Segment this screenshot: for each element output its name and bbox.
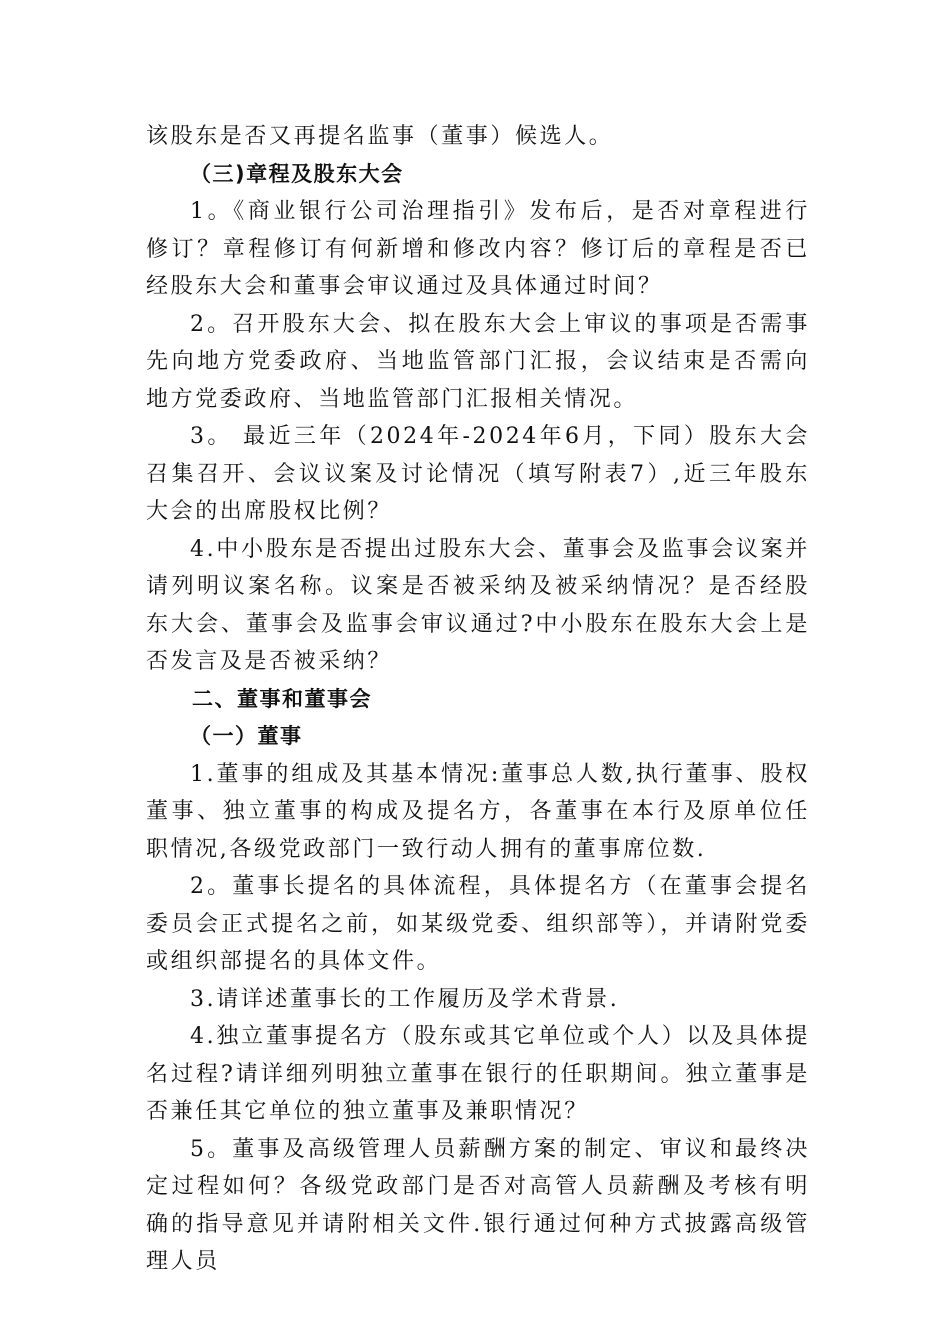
paragraph-item-chairman-nomination: 2。董事长提名的具体流程，具体提名方（在董事会提名委员会正式提名之前，如某级党委、组织部等），并请附党委或组织部提名的具体文件。	[146, 874, 810, 974]
section-heading-directors: （一）董事	[190, 724, 303, 748]
paragraph-item-minority-shareholders: 4.中小股东是否提出过股东大会、董事会及监事会议案并请列明议案名称。议案是否被采纳及被采纳情况？是否经股东大会、董事会及监事会审议通过?中小股东在股东大会上是否发言及是否被采纳？	[146, 536, 810, 674]
paragraph-continuation: 该股东是否又再提名监事（董事）候选人。	[146, 124, 614, 149]
paragraph-item-meeting-history: 3。 最近三年（2024年-2024年6月，下同）股东大会召集召开、会议议案及讨论情况（填写附表7）,近三年股东大会的出席股权比例？	[146, 424, 810, 524]
document-page	[0, 118, 950, 1281]
paragraph-item-compensation: 5。董事及高级管理人员薪酬方案的制定、审议和最终决定过程如何？各级党政部门是否对高管人员薪酬及考核有明确的指导意见并请附相关文件.银行通过何种方式披露高级管理人员	[146, 1136, 810, 1274]
paragraph-item-board-composition: 1.董事的组成及其基本情况:董事总人数,执行董事、股权董事、独立董事的构成及提名方，各董事在本行及原单位任职情况,各级党政部门一致行动人拥有的董事席位数.	[146, 761, 810, 862]
paragraph-item-meeting-reporting: 2。召开股东大会、拟在股东大会上审议的事项是否需事先向地方党委政府、当地监管部门汇报，会议结束是否需向地方党委政府、当地监管部门汇报相关情况。	[146, 311, 810, 412]
chapter-heading-directors-and-board: 二、董事和董事会	[192, 686, 372, 711]
paragraph-item-chairman-background: 3.请详述董事长的工作履历及学术背景.	[190, 986, 620, 1012]
paragraph-item-independent-directors: 4.独立董事提名方（股东或其它单位或个人）以及具体提名过程?请详细列明独立董事在银行的任职期间。独立董事是否兼任其它单位的独立董事及兼职情况？	[146, 1024, 810, 1124]
section-heading-articles-and-shareholders-meeting: （三)章程及股东大会	[190, 161, 404, 186]
paragraph-item-articles-revision: 1。《商业银行公司治理指引》发布后，是否对章程进行修订？章程修订有何新增和修改内容？修订后的章程是否已经股东大会和董事会审议通过及具体通过时间？	[146, 199, 810, 299]
